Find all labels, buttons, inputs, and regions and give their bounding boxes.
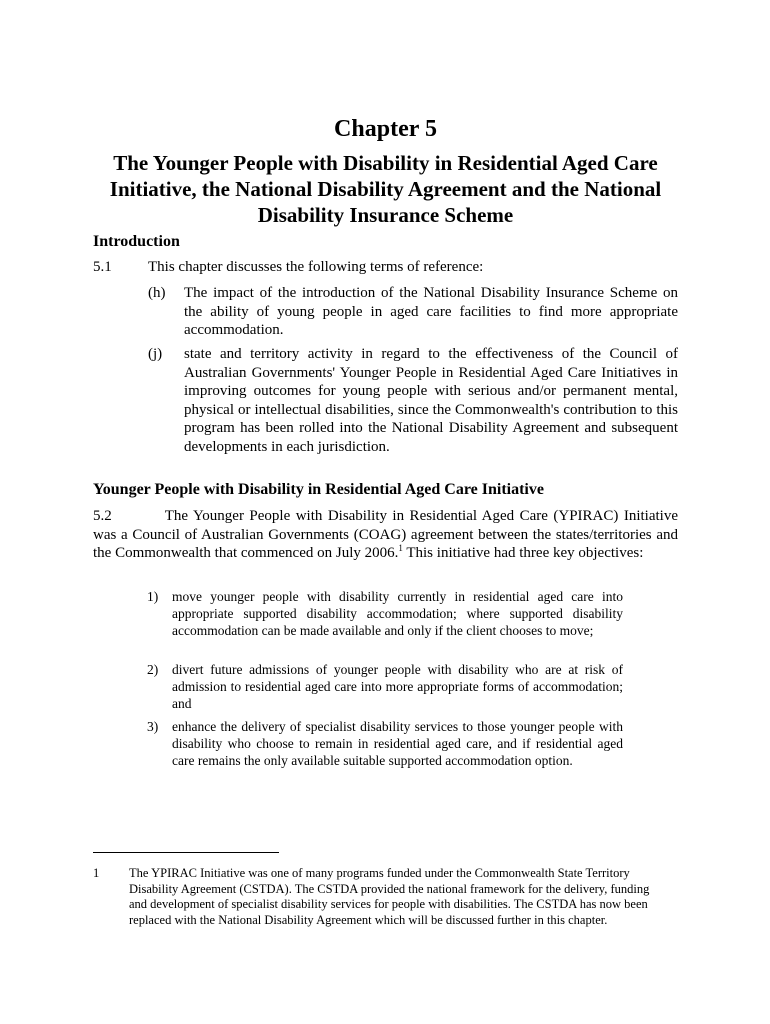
- paragraph-5-2: [93, 507, 678, 563]
- term-label: (h): [148, 285, 166, 301]
- objective-label: 2): [147, 662, 159, 677]
- term-of-reference-item: [148, 345, 678, 456]
- paragraph-text-continued: This initiative had three key objectives:: [402, 545, 644, 561]
- footnote-reference[interactable]: 1: [398, 543, 403, 553]
- objective-item: [147, 588, 623, 639]
- objective-label: 3): [147, 719, 159, 734]
- chapter-title: The Younger People with Disability in Residential Aged Care Initiative, the National Disability Agreement and the National Disability Insurance Scheme: [109, 151, 662, 227]
- term-of-reference-item: [148, 284, 678, 340]
- ypirac-heading: Younger People with Disability in Residential Aged Care Initiative: [93, 481, 544, 498]
- term-label: (j): [148, 346, 163, 362]
- footnote: [93, 866, 653, 928]
- term-text: state and territory activity in regard to the effectiveness of the Council of Australian Governments' Younger People in Residential Aged Care Initiatives in improving outcomes for young people with serious and/or permanent mental, physical or intellectual disabilities, since the Commonwealth's contribution to this program has been rolled into the National Disability Agreement and subsequent developments in each jurisdiction.: [184, 346, 678, 455]
- objective-text: move younger people with disability currently in residential aged care into appropriate supported disability accommodation; where supported disability accommodation can be made available and only if the client chooses to move;: [172, 589, 623, 638]
- paragraph-text: The Younger People with Disability in Residential Aged Care (YPIRAC) Initiative was a Council of Australian Governments (COAG) agreement between the states/territories and the Commonwealth that commenced on July 2006.: [93, 508, 678, 561]
- footnote-divider: [93, 852, 279, 853]
- paragraph-text: This chapter discusses the following terms of reference:: [148, 259, 484, 275]
- footnote-label: 1: [93, 866, 100, 880]
- objective-label: 1): [147, 589, 159, 604]
- paragraph-number: 5.2: [93, 508, 112, 524]
- footnote-text: The YPIRAC Initiative was one of many programs funded under the Commonwealth State Territory Disability Agreement (CSTDA). The CSTDA provided the national framework for the delivery, funding and development of specialist disability services for people with disabilities. The CSTDA has now been replaced with the National Disability Agreement which will be discussed further in this chapter.: [129, 866, 650, 927]
- objective-item: [147, 661, 623, 712]
- objective-text: enhance the delivery of specialist disability services to those younger people with disability who choose to remain in residential aged care, and if residential aged care remains the only available suitable supported accommodation option.: [172, 719, 623, 768]
- chapter-heading: Chapter 5: [334, 116, 437, 142]
- objective-text: divert future admissions of younger people with disability who are at risk of admission to residential aged care into more appropriate forms of accommodation; and: [172, 662, 623, 711]
- paragraph-number: 5.1: [93, 259, 112, 275]
- objective-item: [147, 718, 623, 769]
- term-text: The impact of the introduction of the National Disability Insurance Scheme on the ability of young people in aged care facilities to find more appropriate accommodation.: [184, 285, 678, 338]
- introduction-heading: Introduction: [93, 233, 180, 250]
